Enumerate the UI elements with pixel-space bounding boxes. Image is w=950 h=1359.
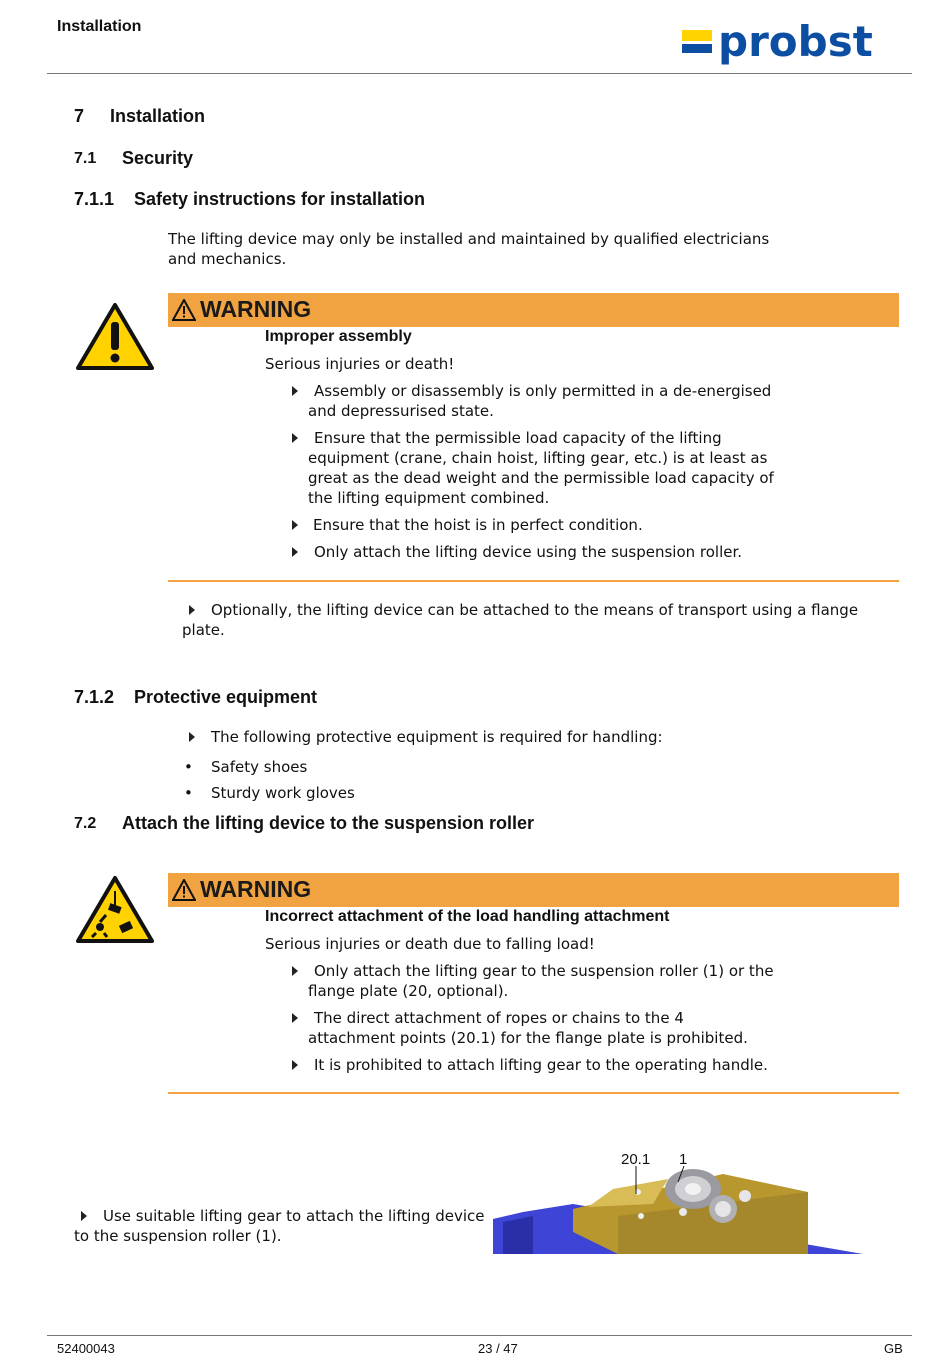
warning-2-bottom-rule: [168, 1092, 899, 1094]
arrow-bullet-icon: [189, 732, 195, 742]
arrow-bullet-icon: [81, 1211, 87, 1221]
warning-banner-1: [168, 293, 899, 327]
warning-2-subtitle: Serious injuries or death due to falling load!: [265, 935, 595, 953]
protective-list: [182, 757, 355, 809]
arrow-bullet-icon: [189, 605, 195, 615]
warning-1-subtitle: Serious injuries or death!: [265, 355, 455, 373]
footer-rule: [47, 1335, 912, 1336]
running-header-title: Installation: [57, 18, 142, 35]
heading-7-1-1-title: Safety instructions for installation: [134, 189, 426, 209]
optional-step: Optionally, the lifting device can be attached to the means of transport using a flange plate.: [182, 601, 859, 639]
warning-1-list: [292, 381, 812, 562]
warning-1-bottom-rule: [168, 580, 899, 582]
footer-page-number: 23 / 47: [478, 1341, 518, 1356]
intro-line-2: and mechanics.: [168, 250, 287, 268]
heading-7-number: 7: [74, 106, 85, 126]
bullet-dot: •: [184, 784, 193, 802]
heading-7-2-title: Attach the lifting device to the suspension roller: [122, 813, 535, 833]
arrow-bullet-icon: [292, 433, 298, 443]
warning-2-item: Only attach the lifting gear to the suspension roller (1) or the flange plate (20, optional).: [292, 961, 812, 1001]
probst-logo: [680, 22, 906, 70]
warning-1-item: Ensure that the permissible load capacity of the lifting equipment (crane, chain hoist, lifting gear, etc.) is at least as great as the dead weight and the permissible load capacity of the lifting equipment combined.: [292, 428, 812, 508]
warning-triangle-icon: [172, 299, 196, 321]
logo-text: probst: [718, 22, 873, 66]
warning-2-title: Incorrect attachment of the load handling attachment: [265, 908, 670, 925]
heading-7-1-title: Security: [122, 148, 194, 168]
warning-2-list: [292, 961, 812, 1075]
warning-1-title: Improper assembly: [265, 328, 412, 345]
warning-triangle-icon: [172, 879, 196, 901]
list-item: • Sturdy work gloves: [184, 784, 355, 802]
intro-paragraph: [168, 229, 769, 269]
arrow-bullet-icon: [292, 547, 298, 557]
figure-label-20-1: 20.1: [621, 1151, 651, 1168]
bullet-dot: •: [184, 758, 193, 776]
warning-2-item: The direct attachment of ropes or chains to the 4 attachment points (20.1) for the flange plate is prohibited.: [292, 1008, 812, 1048]
header-rule: [47, 73, 912, 74]
figure-label-1: 1: [679, 1151, 688, 1168]
protective-intro: The following protective equipment is required for handling:: [182, 727, 663, 747]
list-item: • Safety shoes: [184, 758, 308, 776]
arrow-bullet-icon: [292, 1060, 298, 1070]
warning-1-item: Ensure that the hoist is in perfect condition.: [292, 515, 812, 535]
warning-2-item: It is prohibited to attach lifting gear to the operating handle.: [292, 1055, 812, 1075]
heading-7-1-number: 7.1: [74, 150, 97, 167]
heading-7-1-1-number: 7.1.1: [74, 189, 115, 209]
warning-label-2: WARNING: [200, 876, 312, 902]
footer-language: GB: [884, 1341, 903, 1356]
general-warning-icon: [76, 302, 154, 375]
heading-7-2-number: 7.2: [74, 815, 97, 832]
arrow-bullet-icon: [292, 520, 298, 530]
intro-line-1: The lifting device may only be installed and maintained by qualified electricians: [168, 230, 770, 248]
suspension-roller-figure: [493, 1144, 863, 1255]
footer-doc-number: 52400043: [57, 1341, 115, 1356]
heading-7-1-2-title: Protective equipment: [134, 687, 318, 707]
warning-1-item: Assembly or disassembly is only permitted in a de-energised and depressurised state.: [292, 381, 812, 421]
final-step: Use suitable lifting gear to attach the lifting device to the suspension roller (1).: [74, 1207, 485, 1245]
falling-load-warning-icon: [76, 875, 154, 948]
arrow-bullet-icon: [292, 386, 298, 396]
warning-1-item: Only attach the lifting device using the suspension roller.: [292, 542, 812, 562]
arrow-bullet-icon: [292, 1013, 298, 1023]
heading-7-1-2-number: 7.1.2: [74, 687, 115, 707]
warning-banner-2: [168, 873, 899, 907]
arrow-bullet-icon: [292, 966, 298, 976]
warning-label-1: WARNING: [200, 296, 312, 322]
heading-7-title: Installation: [110, 106, 206, 126]
